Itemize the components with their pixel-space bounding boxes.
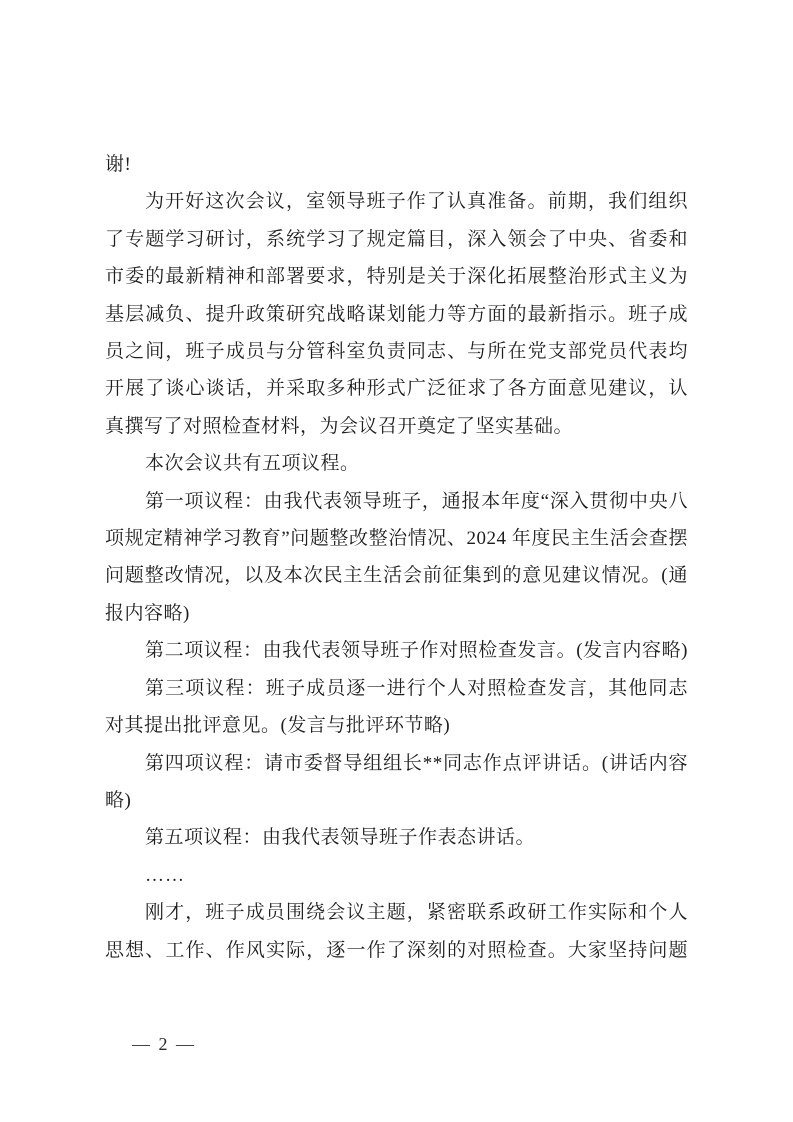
text-line: 刚才，班子成员围绕会议主题，紧密联系政研工作实际和个人 (145, 902, 688, 924)
text-line: 本次会议共有五项议程。 (145, 453, 360, 475)
text-line: 真撰写了对照检查材料，为会议召开奠定了坚实基础。 (105, 415, 574, 437)
text-line: 基层减负、提升政策研究战略谋划能力等方面的最新指示。班子成 (105, 303, 688, 325)
paragraph (105, 857, 688, 894)
paragraph (105, 894, 688, 969)
text-line: 第三项议程：班子成员逐一进行个人对照检查发言，其他同志 (145, 677, 688, 699)
text-line: 第四项议程：请市委督导组组长**同志作点评讲话。(讲话内容 (145, 752, 688, 774)
text-line: 问题整改情况，以及本次民主生活会前征集到的意见建议情况。(通 (105, 565, 688, 587)
paragraph (105, 445, 688, 482)
paragraph (105, 670, 688, 745)
paragraph (105, 183, 688, 445)
ellipsis-line: …… (145, 864, 185, 886)
paragraph (105, 819, 688, 856)
text-line: 为开好这次会议，室领导班子作了认真准备。前期，我们组织 (145, 191, 688, 213)
text-line: 市委的最新精神和部署要求，特别是关于深化拓展整治形式主义为 (105, 266, 688, 288)
paragraph (105, 483, 688, 633)
page-body (105, 146, 688, 969)
text-line: 谢! (105, 154, 132, 175)
text-line: 对其提出批评意见。(发言与批评环节略) (105, 715, 451, 737)
text-line: 员之间，班子成员与分管科室负责同志、与所在党支部党员代表均 (105, 341, 688, 363)
text-line: 第五项议程：由我代表领导班子作表态讲话。 (145, 827, 536, 849)
paragraph (105, 146, 688, 183)
text-line: 了专题学习研讨，系统学习了规定篇目，深入领会了中央、省委和 (105, 228, 688, 250)
paragraph (105, 632, 688, 669)
text-line: 报内容略) (105, 602, 190, 624)
text-line: 第二项议程：由我代表领导班子作对照检查发言。(发言内容略) (145, 640, 688, 662)
text-line: 项规定精神学习教育”问题整改整治情况、2024 年度民主生活会查摆 (105, 528, 688, 550)
page-number: — 2 — (132, 1034, 196, 1054)
text-line: 思想、工作、作风实际，逐一作了深刻的对照检查。大家坚持问题 (105, 939, 688, 961)
text-line: 第一项议程：由我代表领导班子，通报本年度“深入贯彻中央八 (145, 490, 688, 512)
text-line: 略) (105, 789, 132, 811)
paragraph (105, 745, 688, 820)
text-line: 开展了谈心谈话，并采取多种形式广泛征求了各方面意见建议，认 (105, 378, 688, 400)
